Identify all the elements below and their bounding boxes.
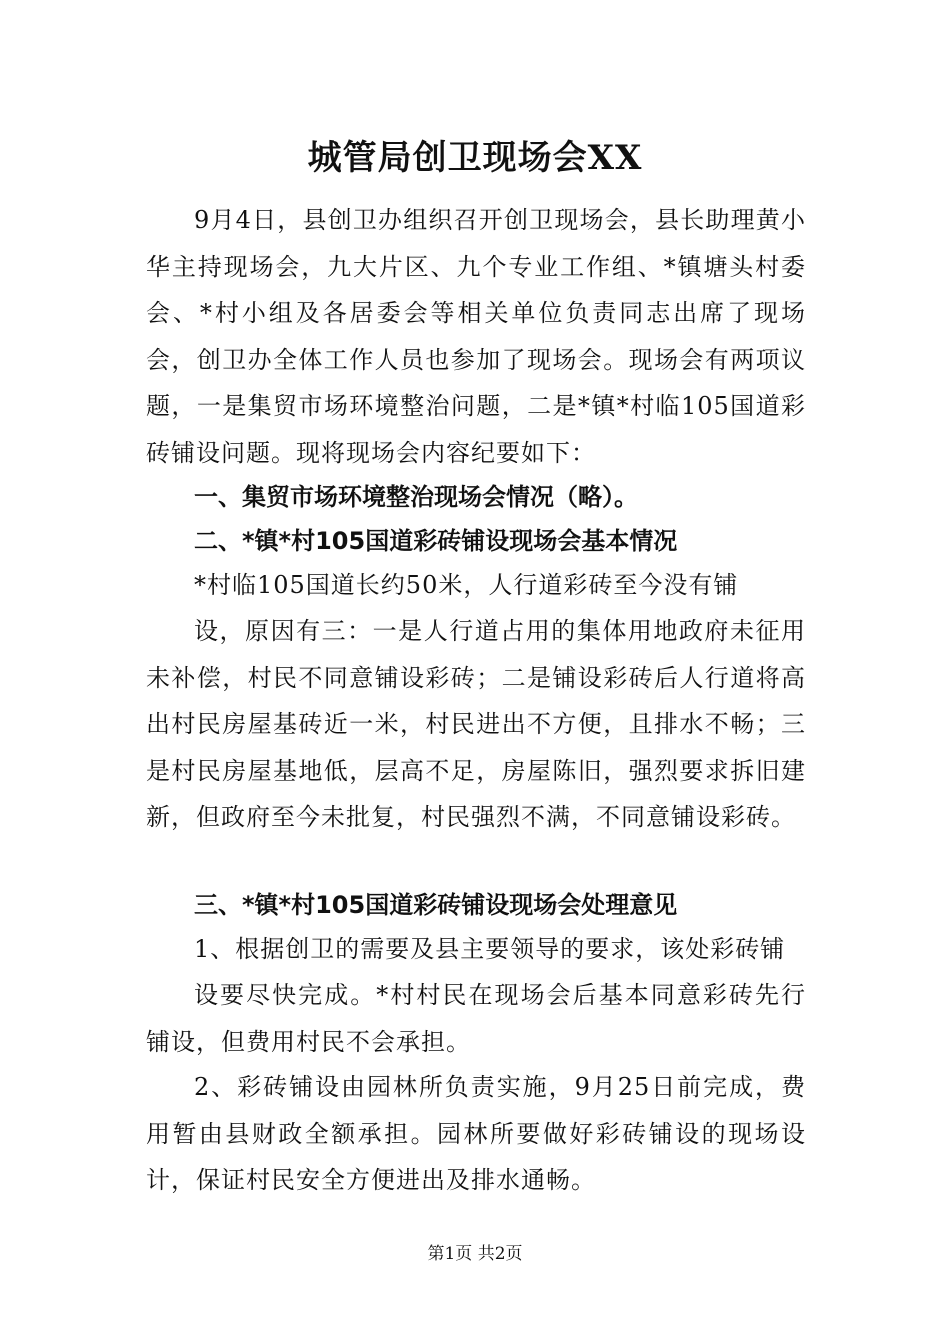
paragraph-item-1-start: 1、根据创卫的需要及县主要领导的要求，该处彩砖铺	[194, 935, 786, 963]
section-heading-2: 二、*镇*村105国道彩砖铺设现场会基本情况	[194, 527, 678, 555]
section-heading-3: 三、*镇*村105国道彩砖铺设现场会处理意见	[194, 891, 678, 919]
page-footer: 第1页 共2页	[427, 1244, 523, 1264]
document-title: 城管局创卫现场会XX	[307, 138, 643, 178]
paragraph-meeting-intro: 9月4日，县创卫办组织召开创卫现场会，县长助理黄小华主持现场会，九大片区、九个专业工作组、*镇塘头村委会、*村小组及各居委会等相关单位负责同志出席了现场会，创卫办全体工作人员也参加了现场会。现场会有两项议题，一是集贸市场环境整治问题，二是*镇*村临105国道彩砖铺设问题。现将现场会内容纪要如下：	[146, 206, 806, 467]
paragraph-item-2: 2、彩砖铺设由园林所负责实施，9月25日前完成，费用暂由县财政全额承担。园林所要做好彩砖铺设的现场设计，保证村民安全方便进出及排水通畅。	[146, 1073, 806, 1194]
paragraph-reasons: 设，原因有三：一是人行道占用的集体用地政府未征用未补偿，村民不同意铺设彩砖；二是铺设彩砖后人行道将高出村民房屋基砖近一米，村民进出不方便，且排水不畅；三是村民房屋基地低，层高不足，房屋陈旧，强烈要求拆旧建新，但政府至今未批复，村民强烈不满，不同意铺设彩砖。	[146, 617, 806, 831]
paragraph-item-1-rest: 设要尽快完成。*村村民在现场会后基本同意彩砖先行铺设，但费用村民不会承担。	[146, 981, 806, 1056]
section-heading-1: 一、集贸市场环境整治现场会情况（略）。	[194, 483, 638, 511]
paragraph-road-length: *村临105国道长约50米，人行道彩砖至今没有铺	[194, 571, 739, 599]
